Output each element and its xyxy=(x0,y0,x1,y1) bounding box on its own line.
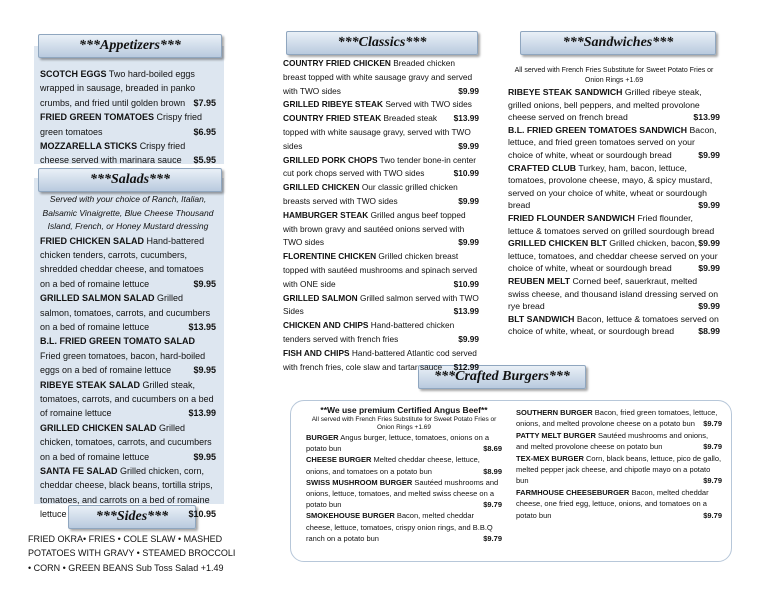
salad-item: GRILLED CHICKEN SALAD Grilled chicken, tomatoes, carrots, and cucumbers on a bed of romaine lettuce $9.95 xyxy=(40,422,216,462)
burgers-banner: ***Crafted Burgers*** xyxy=(418,365,586,389)
burger-item: TEX-MEX BURGER Corn, black beans, lettuce, pico de gallo, melted pepper jack cheese, and chipotle mayo on a potato bun $9.79 xyxy=(516,453,722,486)
sandwich-item: B.L. FRIED GREEN TOMATOES SANDWICH Bacon, lettuce, and fried green tomatoes served on your choice of white, wheat or sourdough bread $9.99 xyxy=(508,124,720,160)
salad-item: FRIED CHICKEN SALAD Hand-battered chicken tenders, carrots, cucumbers, shredded cheddar cheese, and tomatoes on a bed of romaine lettuce $9.95 xyxy=(40,235,216,289)
sides-banner: ***Sides*** xyxy=(68,505,196,529)
sandwich-item: REUBEN MELT Corned beef, sauerkraut, melted swiss cheese, and thousand island dressing served on rye bread $9.99 xyxy=(508,275,720,312)
appetizer-item: FRIED GREEN TOMATOES Crispy fried green tomatoes $6.95 xyxy=(40,112,216,137)
burgers-note: All served with French Fries Substitute for Sweet Potato Fries or Onion Rings +1.69 xyxy=(311,416,497,431)
classic-item: GRILLED CHICKEN Our classic grilled chicken breasts served with TWO sides $9.99 xyxy=(283,182,479,206)
burger-item: SMOKEHOUSE BURGER Bacon, melted cheddar cheese, lettuce, tomatoes, crispy onion rings, and B.B.Q ranch on a potato bun $9.79 xyxy=(306,511,502,543)
burgers-headline: **We use premium Certified Angus Beef** xyxy=(320,405,488,415)
salad-item: GRILLED SALMON SALAD Grilled salmon, tomatoes, carrots, and cucumbers on a bed of romaine lettuce $13.95 xyxy=(40,293,216,332)
sandwiches-list xyxy=(508,66,720,338)
salads-note: Served with your choice of Ranch, Italian, Balsamic Vinaigrette, Blue Cheese Thousand Island, French, or Honey Mustard dressing xyxy=(42,194,214,231)
classic-item: FLORENTINE CHICKEN Grilled chicken breast topped with sautéed mushrooms and spinach served with ONE side $10.99 xyxy=(283,251,479,289)
classic-item: CHICKEN AND CHIPS Hand-battered chicken tenders served with french fries $9.99 xyxy=(283,320,479,344)
classics-banner: ***Classics*** xyxy=(286,31,478,55)
classic-item: COUNTRY FRIED STEAK Breaded steak topped with white sausage gravy, served with TWO sides $9.99 xyxy=(283,113,479,151)
classic-item: GRILLED RIBEYE STEAK Served with TWO sides $13.99 xyxy=(283,99,479,124)
salad-item: B.L. FRIED GREEN TOMATO SALAD Fried green tomatoes, bacon, hard-boiled eggs on a bed of romaine lettuce $9.95 xyxy=(40,336,216,376)
salad-item: RIBEYE STEAK SALAD Grilled steak, tomatoes, carrots, and cucumbers on a bed of romaine lettuce $13.99 xyxy=(40,379,216,419)
burgers-left-list xyxy=(306,405,502,544)
burger-item: PATTY MELT BURGER Sautéed mushrooms and onions, and melted provolone cheese on potato bun $9.79 xyxy=(516,430,722,452)
classic-item: GRILLED PORK CHOPS Two tender bone-in center cut pork chops served with TWO sides $10.99 xyxy=(283,154,479,179)
sides-text: FRIED OKRA• FRIES • COLE SLAW • MASHED POTATOES WITH GRAVY • STEAMED BROCCOLI • CORN • GREEN BEANS Sub Toss Salad +1.49 xyxy=(28,534,236,573)
burger-item: SOUTHERN BURGER Bacon, fried green tomatoes, lettuce, onions, and melted provolone cheese on a potato bun $9.79 xyxy=(516,408,722,429)
sandwich-item: CRAFTED CLUB Turkey, ham, bacon, lettuce, tomatoes, provolone cheese, mayo, & spicy mustard, served on your choice of white, wheat or sourdough bread $9.99 xyxy=(508,162,720,211)
burger-item: FARMHOUSE CHEESEBURGER Bacon, melted cheddar cheese, one fried egg, lettuce, onions, and tomatoes on a potato bun $9.79 xyxy=(516,487,722,520)
sandwich-item: BLT SANDWICH Bacon, lettuce & tomatoes served on choice of white, wheat, or sourdough bread $8.99 xyxy=(508,313,720,337)
burger-item: BURGER Angus burger, lettuce, tomatoes, onions on a potato bun $8.69 xyxy=(306,433,502,454)
burgers-right-list xyxy=(516,407,722,521)
classic-item: HAMBURGER STEAK Grilled angus beef topped with brown gravy and sautéed onions served with TWO sides $9.99 xyxy=(283,209,479,248)
classic-item: FISH AND CHIPS Hand-battered Atlantic cod served with french fries, cole slaw and tartar sauce $12.99 xyxy=(283,347,479,372)
appetizers-banner: ***Appetizers*** xyxy=(38,34,222,58)
appetizers-list xyxy=(40,67,216,168)
sandwich-item: RIBEYE STEAK SANDWICH Grilled ribeye steak, grilled onions, bell peppers, and melted provolone cheese served on french bread $13.99 xyxy=(508,87,720,123)
sandwiches-note: All served with French Fries Substitute for Sweet Potato Fries or Onion Rings +1.69 xyxy=(514,67,714,84)
salads-list xyxy=(40,193,216,522)
sandwiches-banner: ***Sandwiches*** xyxy=(520,31,716,55)
classic-item: GRILLED SALMON Grilled salmon served with TWO Sides $13.99 xyxy=(283,292,479,317)
burger-item: SWISS MUSHROOM BURGER Sautéed mushrooms and onions, lettuce, tomatoes, and melted swiss cheese on a potato bun $9.79 xyxy=(306,477,502,510)
classic-item: COUNTRY FRIED CHICKEN Breaded chicken breast topped with white sausage gravy and served with TWO sides $9.99 xyxy=(283,58,479,96)
sandwich-item: FRIED FLOUNDER SANDWICH Fried flounder, lettuce & tomatoes served on grilled sourdough bread $9.99 xyxy=(508,212,720,249)
burger-item: CHEESE BURGER Melted cheddar cheese, lettuce, onions, and tomatoes on a potato bun $8.99 xyxy=(306,455,502,476)
appetizer-item: MOZZARELLA STICKS Crispy fried cheese served with marinara sauce $5.95 xyxy=(40,141,216,166)
classics-list xyxy=(283,57,479,374)
appetizer-item: SCOTCH EGGS Two hard-boiled eggs wrapped in sausage, breaded in panko crumbs, and fried until golden brown $7.95 xyxy=(40,69,216,108)
salad-item: SANTA FE SALAD Grilled chicken, corn, cheddar cheese, black beans, tortilla strips, tomatoes, and carrots on a bed of romaine lettuce $10.95 xyxy=(40,466,216,520)
sandwich-item: GRILLED CHICKEN BLT Grilled chicken, bacon, lettuce, tomatoes, and cheddar cheese served on your choice of white, wheat or sourdough bread $9.99 xyxy=(508,238,720,274)
salads-banner: ***Salads*** xyxy=(38,168,222,192)
